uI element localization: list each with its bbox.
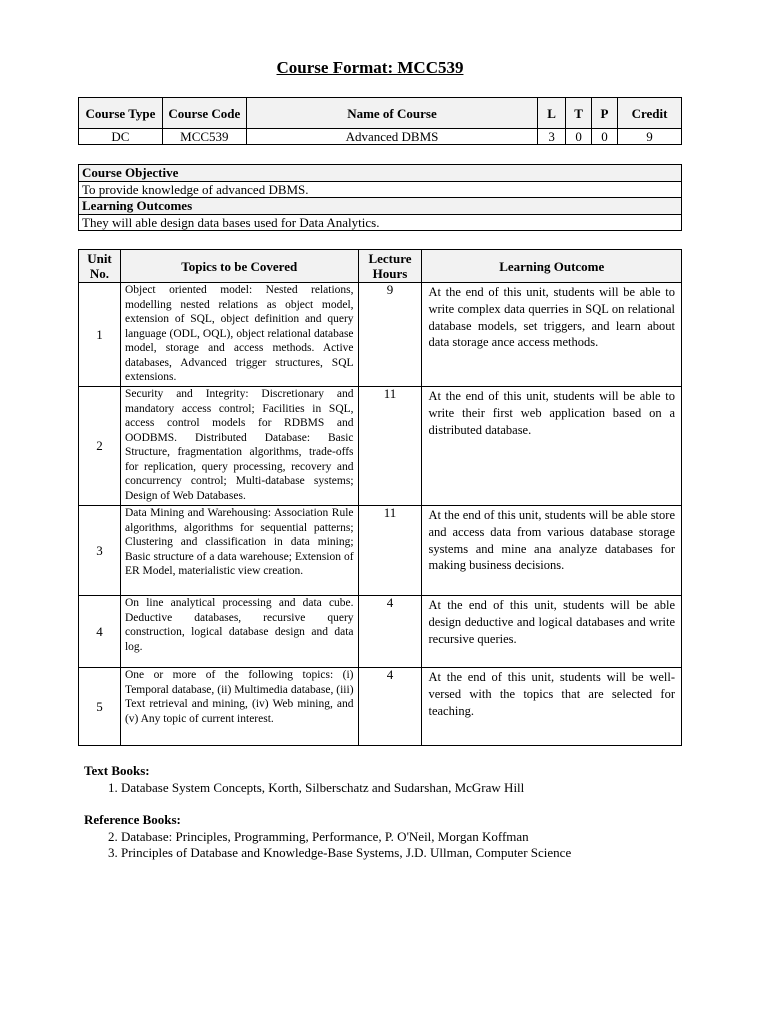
header-course-type: Course Type	[79, 98, 163, 129]
cell-course-code: MCC539	[162, 129, 246, 145]
cell-course-type: DC	[79, 129, 163, 145]
unit-outcome: At the end of this unit, students will be able design deductive and logical databases and write recursive queries.	[422, 596, 682, 668]
unit-number: 3	[79, 506, 121, 596]
header-unit-no: Unit No.	[79, 250, 121, 283]
cell-p: 0	[592, 129, 618, 145]
header-t: T	[566, 98, 592, 129]
unit-hours: 9	[358, 283, 422, 387]
cell-t: 0	[566, 129, 592, 145]
text-books-heading: Text Books:	[84, 763, 150, 778]
unit-topics: One or more of the following topics: (i) Temporal database, (ii) Multimedia database, (iii) Text retrieval and mining, (iv) Web mining, and (v) Any topic of current interest.	[120, 668, 358, 746]
header-p: P	[592, 98, 618, 129]
list-item: 3. Principles of Database and Knowledge-Base Systems, J.D. Ullman, Computer Science	[108, 845, 572, 860]
course-objective-text: To provide knowledge of advanced DBMS.	[79, 181, 682, 198]
unit-hours: 4	[358, 596, 422, 668]
unit-topics: Data Mining and Warehousing: Association Rule algorithms, algorithms for sequential patterns; Clustering and classification in data mining; Basic structure of a data warehouse; Extension of ER Model, materialistic view creation.	[120, 506, 358, 596]
table-row	[79, 283, 682, 387]
course-info-row	[79, 129, 682, 145]
table-row	[79, 668, 682, 746]
unit-hours: 11	[358, 506, 422, 596]
unit-topics: On line analytical processing and data cube. Deductive databases, recursive query construction, logical database design and data log.	[120, 596, 358, 668]
unit-outcome: At the end of this unit, students will be able store and access data from various database storage systems and mine ana analyze databases for making business decisions.	[422, 506, 682, 596]
objectives-table	[78, 164, 682, 231]
unit-topics: Object oriented model: Nested relations, modelling nested relations as object model, extension of SQL, object definition and query language (ODL, OQL), object relational database model, storage and access methods. Active databases, Advanced trigger structures, SQL extensions.	[120, 283, 358, 387]
header-course-code: Course Code	[162, 98, 246, 129]
header-credit: Credit	[618, 98, 682, 129]
units-header-row	[79, 250, 682, 283]
header-learning-outcome: Learning Outcome	[422, 250, 682, 283]
unit-number: 4	[79, 596, 121, 668]
list-item: 2. Database: Principles, Programming, Performance, P. O'Neil, Morgan Koffman	[108, 828, 529, 844]
unit-outcome: At the end of this unit, students will be able to write their first web application based on a distributed database.	[422, 387, 682, 506]
header-course-name: Name of Course	[246, 98, 537, 129]
units-table	[78, 249, 682, 746]
unit-outcome: At the end of this unit, students will be able to write complex data querries in SQL on relational database models, set triggers, and learn about data storage ance access methods.	[422, 283, 682, 387]
unit-hours: 4	[358, 668, 422, 746]
learning-outcomes-label: Learning Outcomes	[79, 198, 682, 215]
text-books-section	[84, 763, 524, 796]
unit-number: 2	[79, 387, 121, 506]
page-title: Course Format: MCC539	[276, 58, 464, 77]
header-lecture-hours: Lecture Hours	[358, 250, 422, 283]
unit-outcome: At the end of this unit, students will be well-versed with the topics that are selected for teaching.	[422, 668, 682, 746]
unit-number: 1	[79, 283, 121, 387]
cell-l: 3	[538, 129, 566, 145]
course-info-table	[78, 97, 682, 145]
unit-number: 5	[79, 668, 121, 746]
learning-outcomes-text: They will able design data bases used for Data Analytics.	[79, 214, 682, 231]
header-l: L	[538, 98, 566, 129]
reference-books-heading: Reference Books:	[84, 812, 181, 827]
list-item: 1. Database System Concepts, Korth, Silberschatz and Sudarshan, McGraw Hill	[108, 779, 525, 795]
table-row	[79, 387, 682, 506]
header-topics: Topics to be Covered	[120, 250, 358, 283]
unit-hours: 11	[358, 387, 422, 506]
course-objective-label: Course Objective	[79, 165, 682, 182]
unit-topics: Security and Integrity: Discretionary and mandatory access control; Facilities in SQL, access control models for RDBMS and OODBMS. Distributed Database: Basic Structure, fragmentation algorithms, trade-offs for replication, query processing, recovery and concurrency control; Multi-database systems; Design of Web Databases.	[120, 387, 358, 506]
cell-credit: 9	[618, 129, 682, 145]
table-row	[79, 506, 682, 596]
course-info-header-row	[79, 98, 682, 129]
reference-books-section	[84, 812, 571, 862]
table-row	[79, 596, 682, 668]
cell-course-name: Advanced DBMS	[246, 129, 537, 145]
